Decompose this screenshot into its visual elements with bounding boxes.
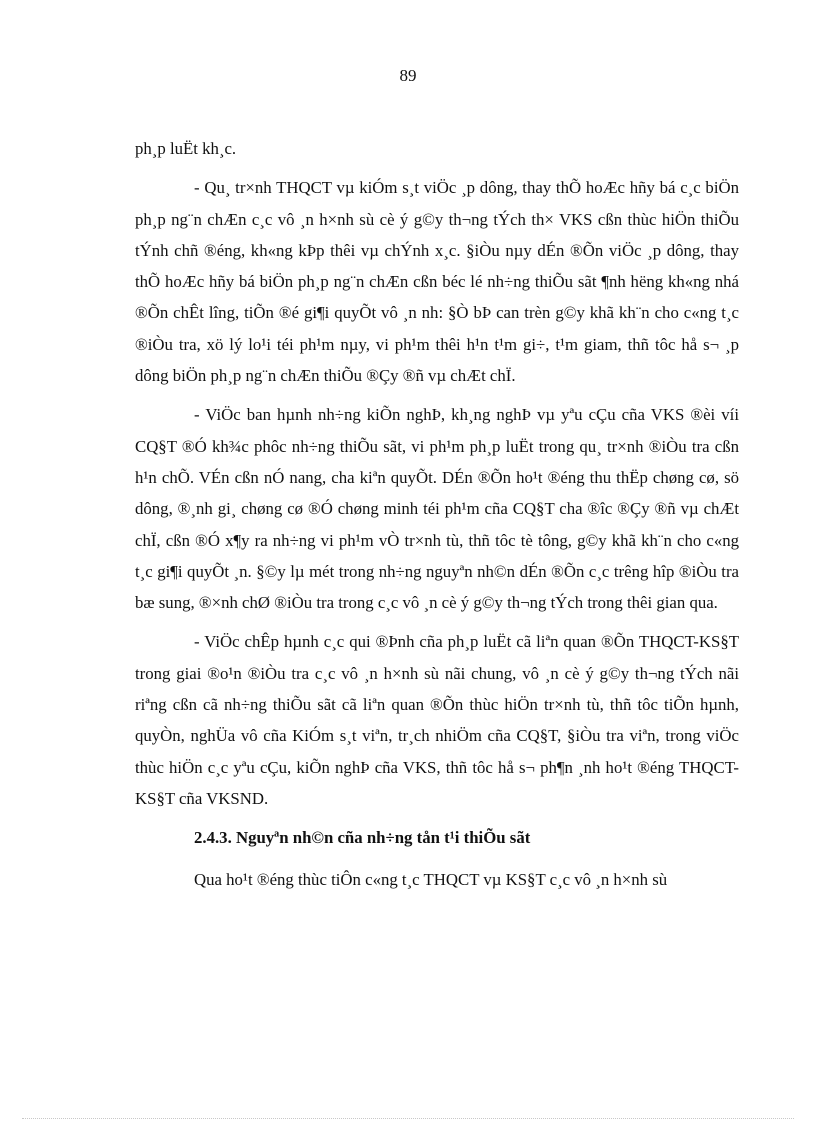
section-heading: 2.4.3. Nguyªn nh©n cña nh÷ng tån t¹i thiÕu sãt <box>194 828 531 848</box>
paragraph-section-start: Qua ho¹t ®éng thùc tiÔn c«ng t¸c THQCT vµ KS§T c¸c vô ¸n h×nh sù <box>194 869 668 889</box>
paragraph-law-compliance: - ViÖc chÊp hµnh c¸c qui ®Þnh cña ph¸p luËt cã liªn quan ®Õn THQCT-KS§T trong giai ®o¹n ®iÒu tra c¸c vô ¸n h×nh sù nãi chung, vô ¸n cè ý g©y th¬ng tÝch nãi riªng cßn cã nh÷ng thiÕu sãt cã liªn quan ®Õn thùc hiÖn tr×nh tù, thñ tôc tiÕn hµnh, quyÒn, nghÜa vô cña KiÓm s¸t viªn, tr¸ch nhiÖm cña CQ§T, §iÒu tra viªn, trong viÖc thùc hiÖn c¸c yªu cÇu, kiÕn nghÞ cña VKS, thñ tôc hå s¬ ph¶n ¸nh ho¹t ®éng THQCT-KS§T cña VKSND. <box>135 632 739 808</box>
page-bottom-rule <box>22 1118 794 1119</box>
page-number: 89 <box>399 66 417 85</box>
paragraph-recommendations: - ViÖc ban hµnh nh÷ng kiÕn nghÞ, kh¸ng nghÞ vµ yªu cÇu cña VKS ®èi víi CQ§T ®Ó kh¾c phôc nh÷ng thiÕu sãt, vi ph¹m ph¸p luËt trong qu¸ tr×nh ®iÒu tra cßn h¹n chÕ. VÉn cßn nÓ nang, cha kiªn quyÕt. DÉn ®Õn ho¹t ®éng thu thËp chøng cø, sö dông, ®¸nh gi¸ chøng cø ®Ó chøng minh téi ph¹m cña CQ§T cha ®îc ®Çy ®ñ vµ chÆt chÏ, cßn ®Ó x¶y ra nh÷ng vi ph¹m vÒ tr×nh tù, thñ tôc tè tông, g©y khã kh¨n cho c«ng t¸c gi¶i quyÕt ¸n. §©y lµ mét trong nh÷ng nguyªn nh©n dÉn ®Õn c¸c trêng hîp ®iÒu tra bæ sung, ®×nh chØ ®iÒu tra trong c¸c vô ¸n cè ý g©y th¬ng tÝch trong thêi gian qua. <box>135 405 739 613</box>
document-body <box>135 133 739 903</box>
paragraph-continuation: ph¸p luËt kh¸c. <box>135 139 237 158</box>
paragraph-coercive-measures: - Qu¸ tr×nh THQCT vµ kiÓm s¸t viÖc ¸p dông, thay thÕ hoÆc hñy bá c¸c biÖn ph¸p ng¨n chÆn c¸c vô ¸n h×nh sù cè ý g©y th¬ng tÝch th× VKS cßn thùc hiÖn thiÕu tÝnh chñ ®éng, kh«ng kÞp thêi vµ chÝnh x¸c. §iÒu nµy dÉn ®Õn viÖc ¸p dông, thay thÕ hoÆc hñy bá biÖn ph¸p ng¨n chÆn cßn béc lé nh÷ng thiÕu sãt ¶nh hëng kh«ng nhá ®Õn chÊt lîng, tiÕn ®é gi¶i quyÕt vô ¸n nh: §Ò bÞ can trèn g©y khã kh¨n cho c«ng t¸c ®iÒu tra, xö lý lo¹i téi ph¹m nµy, vi ph¹m thêi h¹n t¹m gi÷, t¹m giam, thñ tôc hå s¬ ¸p dông biÖn ph¸p ng¨n chÆn thiÕu ®Çy ®ñ vµ chÆt chÏ. <box>135 178 739 386</box>
